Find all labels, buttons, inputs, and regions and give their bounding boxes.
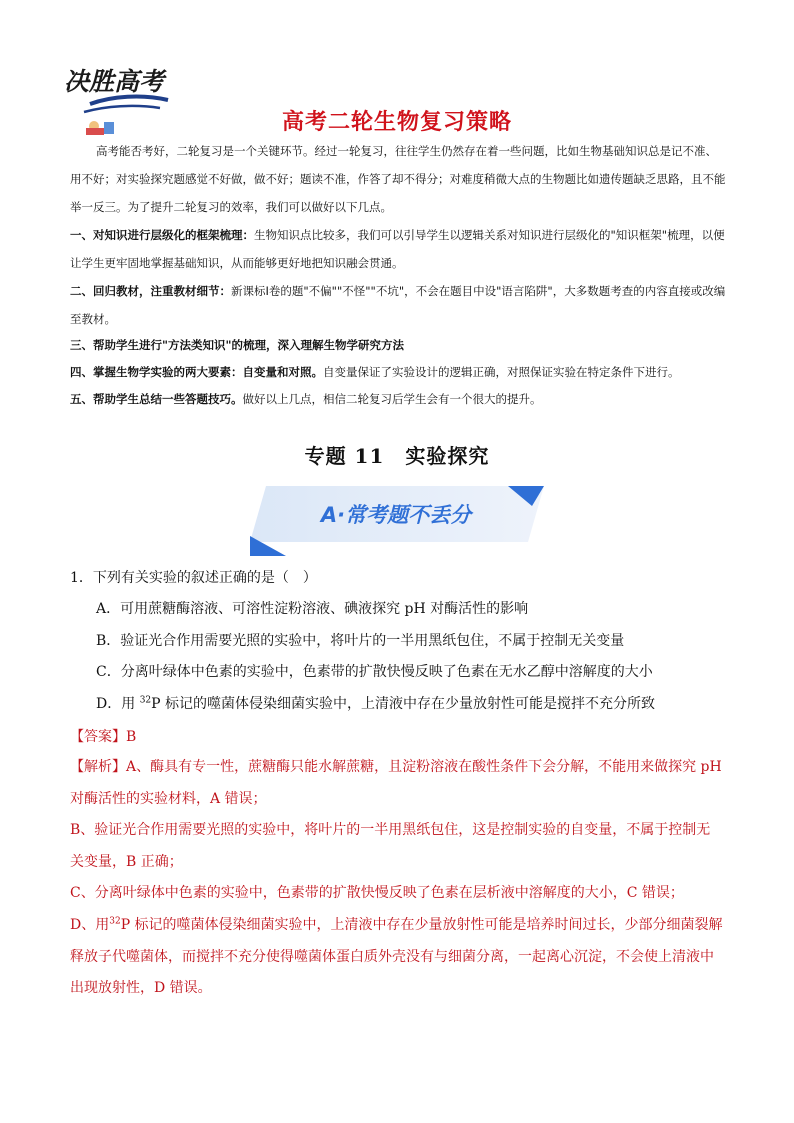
analysis-b: B、验证光合作用需要光照的实验中，将叶片的一半用黑纸包住，这是控制实验的自变量，不属于控制无关变量，B 正确； xyxy=(70,822,711,870)
option-a: A．可用蔗糖酶溶液、可溶性淀粉溶液、碘液探究 pH 对酶活性的影响 xyxy=(96,601,529,617)
intro-paragraph: 高考能否考好，二轮复习是一个关键环节。经过一轮复习，往往学生仍然存在着一些问题，比如生物基础知识总是记不准、用不好；对实验探究题感觉不好做，做不好；题读不准，作答了却不得分；对难度稍微大点的生物题比如遗传题缺乏思路，且不能举一反三。为了提升二轮复习的效率，我们可以做好以下几点。 xyxy=(70,144,726,214)
strategy-item-3 xyxy=(70,331,726,359)
page-title: 高考二轮生物复习策略 xyxy=(281,110,512,135)
strategy-item-text: 自变量保证了实验设计的逻辑正确，对照保证实验在特定条件下进行。 xyxy=(323,365,680,379)
strategy-item-2 xyxy=(70,277,726,333)
strategy-item-heading: 三、帮助学生进行"方法类知识"的梳理，深入理解生物学研究方法 xyxy=(70,338,404,352)
option-d xyxy=(96,694,655,714)
option-d-text: P 标记的噬菌体侵染细菌实验中，上清液中存在少量放射性可能是搅拌不充分所致 xyxy=(151,696,656,712)
option-d-prefix: D．用 xyxy=(96,696,140,712)
strategy-item-text: 做好以上几点，相信二轮复习后学生会有一个很大的提升。 xyxy=(242,392,542,406)
option-b: B．验证光合作用需要光照的实验中，将叶片的一半用黑纸包住，不属于控制无关变量 xyxy=(96,633,625,649)
option-d-superscript: 32 xyxy=(139,695,152,706)
analysis-a: 【解析】A、酶具有专一性，蔗糖酶只能水解蔗糖，且淀粉溶液在酸性条件下会分解，不能用来做探究 pH 对酶活性的实验材料，A 错误； xyxy=(70,759,722,807)
analysis-d-superscript: 32 xyxy=(109,916,121,927)
analysis-d-prefix: D、用 xyxy=(70,917,110,933)
strategy-item-1 xyxy=(70,221,726,277)
option-c: C．分离叶绿体中色素的实验中，色素带的扩散快慢反映了色素在无水乙醇中溶解度的大小 xyxy=(96,664,653,680)
strategy-item-heading: 二、回归教材，注重教材细节： xyxy=(70,284,231,298)
section-banner xyxy=(246,484,546,558)
strategy-item-text: 生物知识点比较多，我们可以引导学生以逻辑关系对知识进行层级化的"知识框架"梳理，以便让学生更牢固地掌握基础知识，从而能够更好地把知识融会贯通。 xyxy=(70,228,725,270)
question-stem: 1．下列有关实验的叙述正确的是（ ） xyxy=(70,570,317,586)
strategy-item-text: 新课标Ⅰ卷的题"不偏""不怪""不坑"，不会在题目中设"语言陷阱"，大多数题考查的内容直接或改编至教材。 xyxy=(70,284,726,326)
topic-title: 专题 11 实验探究 xyxy=(304,444,490,468)
strategy-item-heading: 五、帮助学生总结一些答题技巧。 xyxy=(70,392,243,406)
analysis-d-text: P 标记的噬菌体侵染细菌实验中，上清液中存在少量放射性可能是培养时间过长，少部分细菌裂解释放子代噬菌体，而搅拌不充分使得噬菌体蛋白质外壳没有与细菌分离，一起离心沉淀，不会使上清液中出现放射性，D 错误。 xyxy=(70,917,723,996)
strategy-item-heading: 四、掌握生物学实验的两大要素：自变量和对照。 xyxy=(70,365,323,379)
strategy-item-5 xyxy=(70,385,726,413)
logo-text: 决胜高考 xyxy=(64,67,165,96)
answer: 【答案】B xyxy=(70,729,137,745)
strategy-item-4 xyxy=(70,358,726,386)
banner-label: A·常考题不丢分 xyxy=(320,503,472,527)
strategy-item-heading: 一、对知识进行层级化的框架梳理： xyxy=(70,228,254,242)
analysis-c: C、分离叶绿体中色素的实验中，色素带的扩散快慢反映了色素在层析液中溶解度的大小，C 错误； xyxy=(70,885,684,901)
analysis-d xyxy=(70,910,724,1005)
